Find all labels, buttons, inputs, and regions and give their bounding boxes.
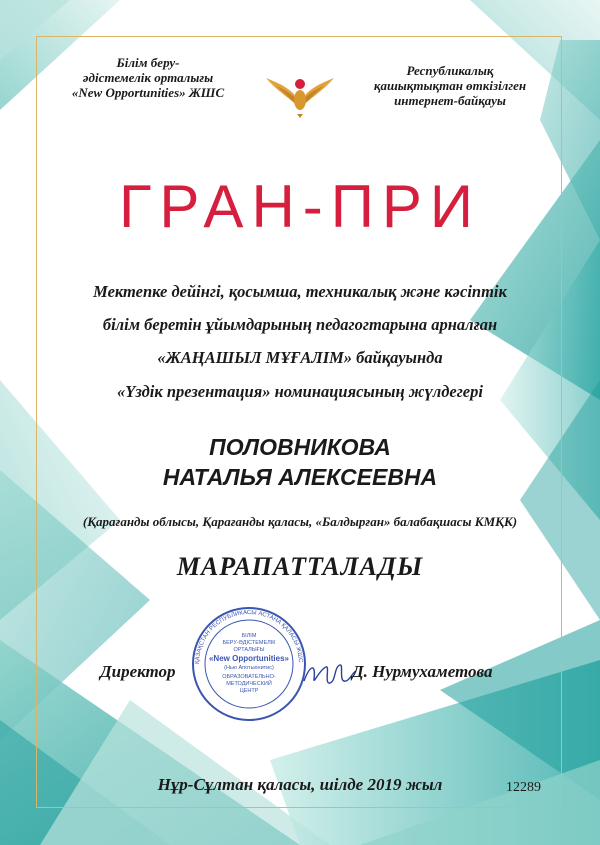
svg-text:ЦЕНТР: ЦЕНТР	[239, 688, 259, 694]
organizer-right	[350, 63, 550, 108]
svg-text:ҚАЗАҚСТАН РЕСПУБЛИКАСЫ АСТАНА: ҚАЗАҚСТАН РЕСПУБЛИКАСЫ АСТАНА ҚАЛАСЫ ЖШС	[194, 609, 304, 665]
director-label: Директор	[100, 662, 176, 681]
svg-text:ОРТАЛЫҒЫ: ОРТАЛЫҒЫ	[233, 647, 265, 653]
eagle-logo-icon	[264, 70, 336, 118]
recipient-place: (Қарағанды облысы, Қарағанды қаласы, «Балдырған» балабақшасы КМҚК)	[82, 514, 518, 529]
organizer-left-line: «New Opportunities» ЖШС	[71, 85, 225, 100]
body-line: білім беретін ұйымдарының педагогтарына арналған	[102, 315, 498, 334]
certificate-number: 12289	[506, 780, 541, 795]
svg-text:«New Opportunities»: «New Opportunities»	[208, 654, 290, 663]
body-line: «Үздік презентация» номинациясының жүлдегері	[117, 382, 483, 401]
svg-text:БЕРУ-ӘДІСТЕМЕЛІК: БЕРУ-ӘДІСТЕМЕЛІК	[222, 640, 276, 646]
organizer-right-line: интернет-байқауы	[394, 93, 506, 108]
organizer-left-line: Білім беру-	[116, 55, 180, 70]
organizer-right-line: Республикалық	[406, 63, 494, 78]
organizer-left	[48, 55, 248, 100]
city-date: Нұр-Сұлтан қаласы, шілде 2019 жыл	[157, 775, 443, 794]
svg-text:(Нью Апотьюнитис): (Нью Апотьюнитис)	[224, 665, 274, 671]
organizer-right-line: қашықтықтан өткізілген	[373, 78, 527, 93]
body-line: Мектепке дейінгі, қосымша, техникалық және кәсіптік	[93, 282, 507, 301]
svg-text:ОБРАЗОВАТЕЛЬНО-: ОБРАЗОВАТЕЛЬНО-	[222, 674, 276, 680]
recipient-given-name: НАТАЛЬЯ АЛЕКСЕЕВНА	[162, 464, 438, 490]
svg-text:МЕТОДИЧЕСКИЙ: МЕТОДИЧЕСКИЙ	[226, 681, 272, 687]
award-text: МАРАПАТТАЛАДЫ	[176, 552, 424, 581]
svg-text:БІЛІМ: БІЛІМ	[241, 633, 257, 639]
director-name: Д. Нурмухаметова	[352, 662, 493, 681]
body-line: «ЖАҢАШЫЛ МҰҒАЛІМ» байқауында	[157, 348, 443, 367]
certificate-title: ГРАН-ПРИ	[118, 173, 482, 240]
signature-icon	[300, 655, 360, 695]
organizer-left-line: әдістемелік орталығы	[82, 70, 214, 85]
stamp-seal-icon	[190, 605, 308, 723]
recipient-surname: ПОЛОВНИКОВА	[209, 434, 391, 460]
